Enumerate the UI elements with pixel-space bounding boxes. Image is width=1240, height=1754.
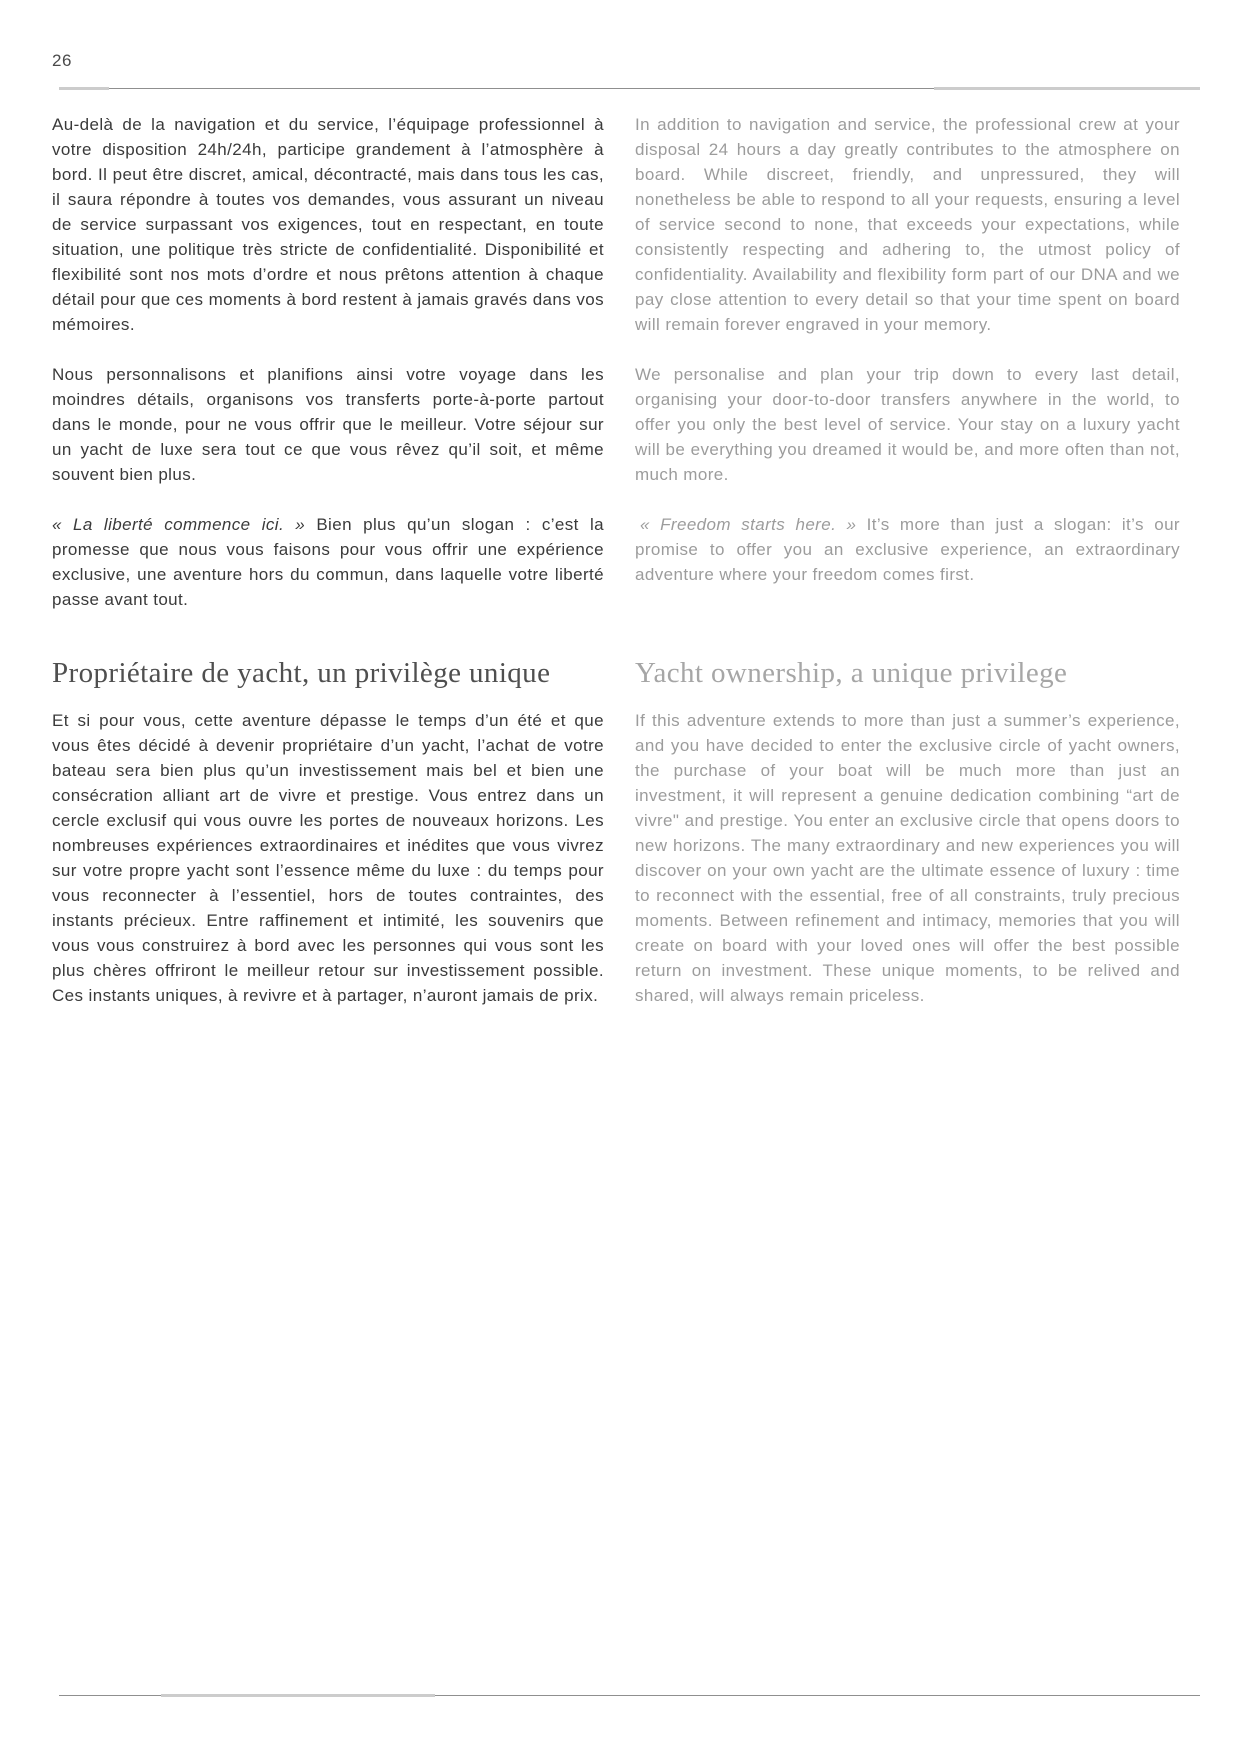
french-intro-block bbox=[52, 112, 604, 612]
english-section-heading: Yacht ownership, a unique privilege bbox=[635, 657, 1068, 689]
english-paragraph-slogan bbox=[635, 512, 1180, 587]
bottom-rule-thin-left-segment bbox=[59, 1695, 161, 1696]
french-paragraph-ownership: Et si pour vous, cette aventure dépasse le temps d’un été et que vous êtes décidé à devenir propriétaire d’un yacht, l’achat de votre bateau sera bien plus qu’un investissement mais bel et bien une consécration alliant art de vivre et prestige. Vous entrez dans un cercle exclusif qui vous ouvre les portes de nouveaux horizons. Les nombreuses expériences extraordinaires et inédites que vous vivrez sur votre propre yacht sont l’essence même du luxe : du temps pour vous reconnecter à l’essentiel, hors de toutes contraintes, des instants précieux. Entre raffinement et intimité, les souvenirs que vous vous construirez à bord avec les personnes qui vous sont les plus chères offriront le meilleur retour sur investissement possible. Ces instants uniques, à revivre et à partager, n’auront jamais de prix. bbox=[52, 711, 604, 1005]
french-slogan-rest: Bien plus qu’un slogan : c’est la promesse que nous vous faisons pour vous offrir une expérience exclusive, une aventure hors du commun, dans laquelle votre liberté passe avant tout. bbox=[52, 515, 604, 609]
top-rule-thick-left-segment bbox=[59, 87, 109, 90]
page-number: 26 bbox=[52, 51, 73, 70]
top-rule-thin-segment bbox=[109, 88, 934, 89]
french-paragraph-slogan bbox=[52, 512, 604, 612]
english-intro-block bbox=[635, 112, 1180, 612]
french-slogan-italic: « La liberté commence ici. » bbox=[52, 515, 306, 534]
bottom-rule-thick-segment bbox=[161, 1694, 435, 1697]
english-paragraph-ownership: If this adventure extends to more than just a summer’s experience, and you have decided to enter the exclusive circle of yacht owners, the purchase of your boat will be much more than just an investment, it will represent a genuine dedication combining “art de vivre" and prestige. You enter an exclusive circle that opens doors to new horizons. The many extraordinary and new experiences you will discover on your own yacht are the ultimate essence of luxury : time to reconnect with the essential, free of all constraints, truly precious moments. Between refinement and intimacy, memories that you will create on board with your loved ones will offer the best possible return on investment. These unique moments, to be relived and shared, will always remain priceless. bbox=[635, 711, 1180, 1005]
english-paragraph-personalise: We personalise and plan your trip down to every last detail, organising your door-to-door transfers anywhere in the world, to offer you only the best level of service. Your stay on a luxury yacht will be everything you dreamed it would be, and more often than not, much more. bbox=[635, 365, 1180, 484]
french-paragraph-crew: Au-delà de la navigation et du service, l’équipage professionnel à votre disposition 24h/24h, participe grandement à l’atmosphère à bord. Il peut être discret, amical, décontracté, mais dans tous les cas, il saura répondre à toutes vos demandes, vous assurant un niveau de service surpassant vos exigences, tout en respectant, en toute situation, une politique très stricte de confidentialité. Disponibilité et flexibilité sont nos mots d’ordre et nous prêtons attention à chaque détail pour que ces moments à bord restent à jamais gravés dans vos mémoires. bbox=[52, 115, 604, 334]
top-rule-thick-right-segment bbox=[934, 87, 1200, 90]
english-column bbox=[635, 112, 1180, 1033]
french-section-heading: Propriétaire de yacht, un privilège unique bbox=[52, 657, 551, 689]
french-column bbox=[52, 112, 604, 1033]
english-slogan-rest: It’s more than just a slogan: it’s our promise to offer you an exclusive experience, an extraordinary adventure where your freedom comes first. bbox=[635, 515, 1180, 584]
english-slogan-italic: « Freedom starts here. » bbox=[640, 515, 857, 534]
english-paragraph-crew: In addition to navigation and service, the professional crew at your disposal 24 hours a day greatly contributes to the atmosphere on board. While discreet, friendly, and unpressured, they will nonetheless be able to respond to all your requests, ensuring a level of service second to none, that exceeds your expectations, while consistently respecting and adhering to, the utmost policy of confidentiality. Availability and flexibility form part of our DNA and we pay close attention to every detail so that your time spent on board will remain forever engraved in your memory. bbox=[635, 115, 1180, 334]
french-paragraph-personalise: Nous personnalisons et planifions ainsi votre voyage dans les moindres détails, organisons vos transferts porte-à-porte partout dans le monde, pour ne vous offrir que le meilleur. Votre séjour sur un yacht de luxe sera tout ce que vous rêvez qu’il soit, et même souvent bien plus. bbox=[52, 365, 604, 484]
bottom-rule-thin-right-segment bbox=[435, 1695, 1200, 1696]
